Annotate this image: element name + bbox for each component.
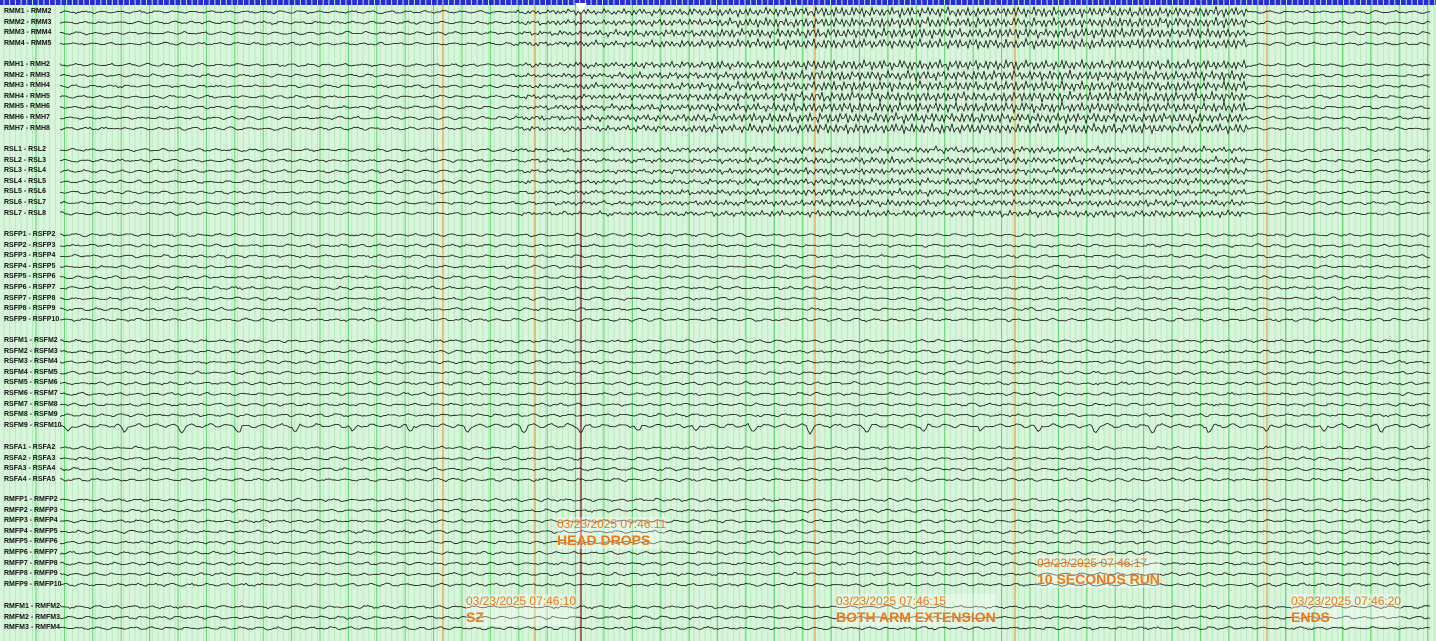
channel-label[interactable]: RSFA1 - RSFA2 bbox=[4, 444, 56, 451]
channel-label[interactable]: RMH6 - RMH7 bbox=[4, 114, 50, 121]
channel-label[interactable]: RSFP2 - RSFP3 bbox=[4, 241, 56, 249]
channel-label[interactable]: RSFM2 - RSFM3 bbox=[4, 347, 58, 355]
channel-label[interactable]: RMH5 - RMH6 bbox=[4, 103, 50, 111]
channel-label[interactable]: RSL2 - RSL3 bbox=[4, 156, 47, 164]
annotation-head-drops[interactable] bbox=[557, 517, 666, 549]
channel-label[interactable]: RMFM3 - RMFM4 bbox=[4, 624, 60, 632]
annotation-ends[interactable] bbox=[1291, 594, 1401, 626]
annotation-timestamp: 03/23/2025 07:46:11 bbox=[557, 517, 667, 531]
channel-label[interactable]: RMM4 - RMM5 bbox=[4, 39, 52, 47]
channel-label[interactable]: RMH1 - RMH2 bbox=[4, 61, 50, 68]
channel-label[interactable]: RSFP6 - RSFP7 bbox=[4, 284, 56, 291]
annotation-sz[interactable] bbox=[466, 594, 576, 626]
channel-label[interactable]: RMFP2 - RMFP3 bbox=[4, 506, 58, 514]
channel-label[interactable]: RSFP8 - RSFP9 bbox=[4, 305, 56, 313]
annotation-text: BOTH ARM EXTENSION bbox=[836, 609, 996, 625]
channel-label[interactable]: RMM2 - RMM3 bbox=[4, 18, 52, 26]
annotation-text: HEAD DROPS bbox=[557, 531, 666, 549]
channel-label[interactable]: RSFM1 - RSFM2 bbox=[4, 337, 58, 344]
channel-label[interactable]: RMFP4 - RMFP5 bbox=[4, 527, 58, 535]
annotation-text: ENDS bbox=[1291, 608, 1401, 626]
channel-label[interactable]: RSFM6 - RSFM7 bbox=[4, 390, 58, 397]
channel-label[interactable]: RSL6 - RSL7 bbox=[4, 199, 47, 206]
channel-label[interactable]: RMFP7 - RMFP8 bbox=[4, 559, 58, 567]
annotation-timestamp: 03/23/2025 07:46:20 bbox=[1291, 594, 1402, 608]
channel-label[interactable]: RMFP8 - RMFP9 bbox=[4, 570, 58, 578]
channel-label[interactable]: RMM3 - RMM4 bbox=[4, 29, 52, 37]
channel-label[interactable]: RMFP5 - RMFP6 bbox=[4, 538, 58, 546]
channel-label[interactable]: RSFM9 - RSFM10 bbox=[4, 421, 62, 429]
channel-label[interactable]: RSL3 - RSL4 bbox=[4, 167, 47, 175]
channel-label[interactable]: RMH7 - RMH8 bbox=[4, 124, 50, 132]
channel-label[interactable]: RSFM3 - RSFM4 bbox=[4, 358, 58, 366]
channel-label[interactable]: RSFA4 - RSFA5 bbox=[4, 475, 56, 483]
annotation-10-seconds-run[interactable] bbox=[1037, 556, 1160, 588]
channel-label[interactable]: RMFP6 - RMFP7 bbox=[4, 549, 58, 556]
channel-label[interactable]: RMH4 - RMH5 bbox=[4, 92, 50, 100]
channel-label[interactable]: RSFM7 - RSFM8 bbox=[4, 400, 58, 408]
channel-label[interactable]: RMFP9 - RMFP10 bbox=[4, 580, 62, 588]
annotation-timestamp: 03/23/2025 07:46:15 bbox=[836, 594, 996, 608]
channel-label[interactable]: RSL1 - RSL2 bbox=[4, 146, 47, 153]
channel-label[interactable]: RMH3 - RMH4 bbox=[4, 82, 50, 90]
channel-label[interactable]: RSL4 - RSL5 bbox=[4, 177, 47, 185]
channel-label[interactable]: RMFM1 - RMFM2 bbox=[4, 603, 60, 610]
channel-label[interactable]: RSFM4 - RSFM5 bbox=[4, 368, 58, 376]
channel-label[interactable]: RSFM5 - RSFM6 bbox=[4, 379, 58, 387]
annotation-timestamp: 03/23/2025 07:46:17 bbox=[1037, 556, 1160, 570]
channel-label[interactable]: RMM1 - RMM2 bbox=[4, 8, 52, 15]
channel-label[interactable]: RMFP1 - RMFP2 bbox=[4, 496, 58, 503]
channel-label[interactable]: RSFM8 - RSFM9 bbox=[4, 411, 58, 419]
channel-label[interactable]: RSFP4 - RSFP5 bbox=[4, 262, 56, 270]
annotation-both-arm-extension[interactable] bbox=[836, 594, 996, 626]
channel-label[interactable]: RSFP5 - RSFP6 bbox=[4, 273, 56, 281]
channel-label[interactable]: RSL7 - RSL8 bbox=[4, 209, 47, 217]
channel-label[interactable]: RSFP7 - RSFP8 bbox=[4, 294, 56, 302]
channel-label[interactable]: RSFP1 - RSFP2 bbox=[4, 231, 56, 238]
cursor-marker-icon[interactable] bbox=[575, 3, 587, 13]
channel-label[interactable]: RSFA2 - RSFA3 bbox=[4, 454, 56, 462]
channel-label[interactable]: RMFP3 - RMFP4 bbox=[4, 517, 58, 525]
annotation-timestamp: 03/23/2025 07:46:10 bbox=[466, 594, 577, 608]
channel-label[interactable]: RSL5 - RSL6 bbox=[4, 188, 47, 196]
annotation-text: 10 SECONDS RUN bbox=[1037, 571, 1160, 587]
channel-label[interactable]: RMFM2 - RMFM3 bbox=[4, 613, 60, 621]
channel-label[interactable]: RSFA3 - RSFA4 bbox=[4, 465, 56, 473]
channel-label[interactable]: RSFP3 - RSFP4 bbox=[4, 252, 56, 260]
channel-label[interactable]: RMH2 - RMH3 bbox=[4, 71, 50, 79]
major-grid bbox=[36, 5, 1428, 641]
channel-label[interactable]: RSFP9 - RSFP10 bbox=[4, 315, 60, 323]
annotation-text: SZ bbox=[466, 608, 576, 626]
